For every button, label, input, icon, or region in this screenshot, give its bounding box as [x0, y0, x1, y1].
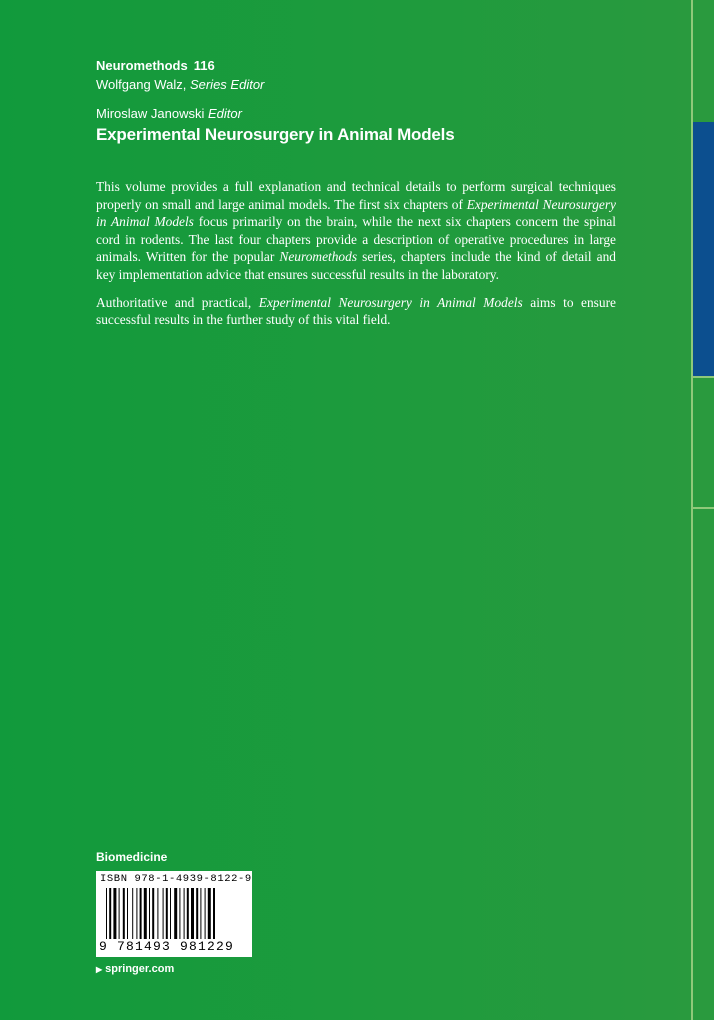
desc-text: aims to ensure successful results in the further study of this vital field. — [96, 294, 616, 328]
book-title: Experimental Neurosurgery in Animal Models — [96, 125, 455, 144]
spine-accent-bar — [693, 122, 714, 377]
desc-text: Authoritative and practical, — [96, 294, 259, 310]
description-paragraph-1 — [96, 178, 616, 284]
barcode-stripe — [152, 888, 154, 940]
barcode-stripe — [106, 888, 107, 940]
publisher-website[interactable] — [96, 963, 174, 975]
barcode-stripe — [157, 888, 158, 940]
desc-text: focus primarily on the brain, while the next six chapters concern the spinal cord in rodents. The last four chapters provide a description of operative procedures in large animals. Written for the popular — [96, 214, 616, 265]
barcode-stripe — [113, 888, 116, 940]
barcode-stripe — [196, 888, 198, 940]
barcode-stripe — [187, 888, 189, 940]
barcode-stripe — [132, 888, 133, 940]
series-editor-name: Wolfgang Walz, — [96, 77, 187, 92]
desc-text: series, chapters include the kind of detail and key implementation advice that ensures successful results in the laboratory. — [96, 249, 616, 282]
barcode-stripe — [163, 888, 164, 940]
barcode-stripe — [136, 888, 137, 940]
barcode-stripe — [200, 888, 201, 940]
barcode-stripe — [208, 888, 211, 940]
volume-editor — [96, 104, 242, 123]
desc-title-italic: Experimental Neurosurgery in Animal Models — [96, 196, 616, 230]
barcode-stripe — [123, 888, 125, 940]
barcode-stripe — [166, 888, 168, 940]
series-info — [96, 56, 264, 94]
barcode-stripe — [109, 888, 111, 940]
barcode-stripe — [119, 888, 120, 940]
spine-divider-1 — [693, 376, 714, 378]
barcode-stripe — [213, 888, 215, 940]
barcode-bars — [106, 888, 242, 940]
editor-role: Editor — [208, 106, 242, 121]
series-name: Neuromethods — [96, 58, 188, 73]
subject-category: Biomedicine — [96, 850, 168, 864]
barcode-number: 9 781493 981229 — [99, 939, 235, 954]
website-label: springer.com — [105, 963, 175, 975]
barcode-stripe — [179, 888, 180, 940]
book-description — [96, 178, 616, 339]
series-editor-role: Series Editor — [189, 77, 265, 92]
isbn-label: ISBN 978-1-4939-8122-9 — [100, 873, 252, 885]
barcode-stripe — [149, 888, 150, 940]
desc-series-italic: Neuromethods — [279, 249, 358, 265]
barcode-stripe — [184, 888, 185, 940]
arrow-right-icon: ▶ — [96, 965, 103, 974]
description-paragraph-2 — [96, 294, 616, 329]
series-number: 116 — [193, 58, 215, 73]
barcode-stripe — [144, 888, 147, 940]
isbn-barcode — [96, 871, 252, 957]
barcode-stripe — [170, 888, 171, 940]
desc-title-italic: Experimental Neurosurgery in Animal Models — [258, 294, 523, 310]
spine-divider-2 — [693, 507, 714, 509]
barcode-stripe — [205, 888, 206, 940]
desc-text: This volume provides a full explanation and technical details to perform surgical techniques properly on small and large animal models. The first six chapters of — [96, 179, 616, 212]
barcode-stripe — [127, 888, 128, 940]
barcode-stripe — [191, 888, 194, 940]
barcode-stripe — [140, 888, 142, 940]
barcode-stripe — [174, 888, 177, 940]
editor-name: Miroslaw Janowski — [96, 106, 205, 121]
